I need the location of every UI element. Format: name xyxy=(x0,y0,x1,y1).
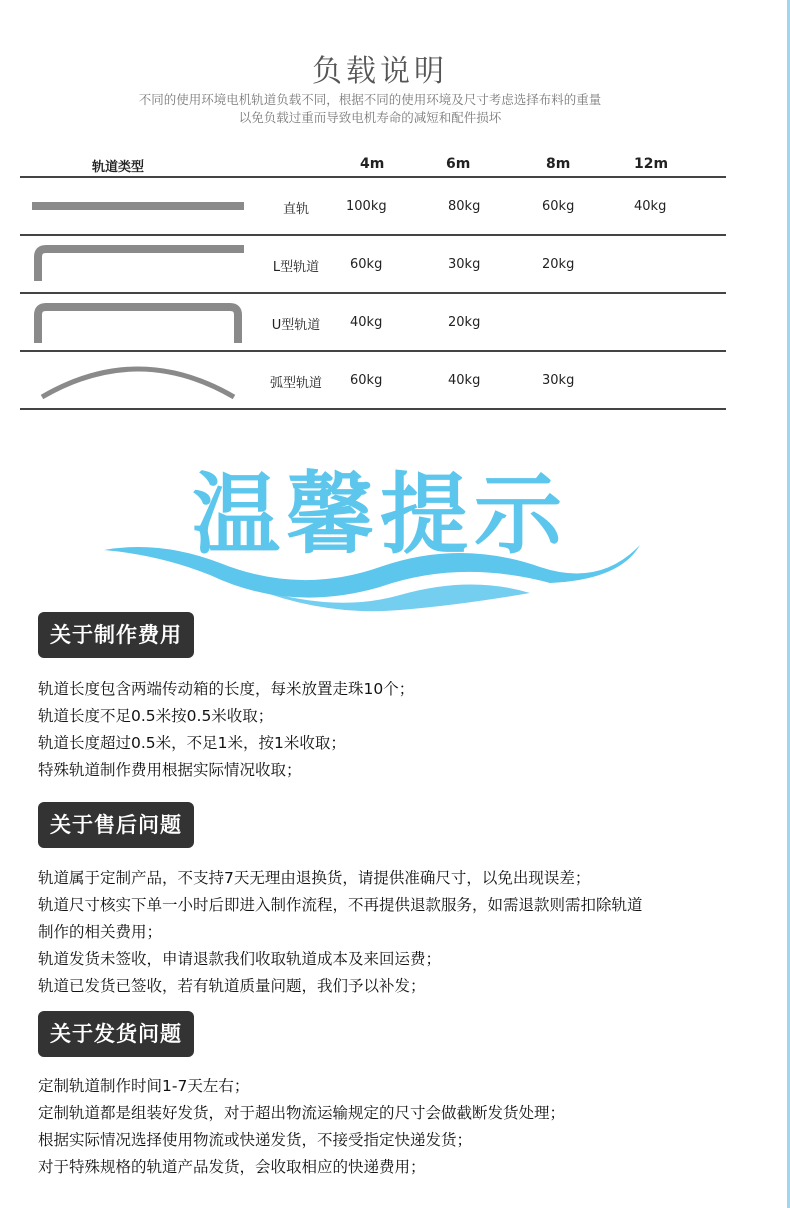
subtitle-line-2: 以免负载过重而导致电机寿命的减短和配件损坏 xyxy=(238,110,502,125)
list-item: 轨道属于定制产品，不支持7天无理由退换货，请提供准确尺寸，以免出现误差； xyxy=(38,869,591,887)
section-heading-shipping: 关于发货问题 xyxy=(38,1011,194,1057)
load-value: 100kg xyxy=(346,199,387,214)
track-name: U型轨道 xyxy=(271,318,321,333)
straight-track-icon xyxy=(28,177,248,235)
section-body-after-sales xyxy=(38,865,768,1000)
load-value: 30kg xyxy=(542,373,575,388)
arc-track-icon xyxy=(28,351,248,409)
list-item: 轨道长度不足0.5米按0.5米收取； xyxy=(38,707,274,725)
length-header-4m: 4m xyxy=(360,156,385,172)
list-item: 定制轨道都是组装好发货，对于超出物流运输规定的尺寸会做截断发货处理； xyxy=(38,1104,566,1122)
length-header-8m: 8m xyxy=(546,156,571,172)
list-item: 轨道尺寸核实下单一小时后即进入制作流程，不再提供退款服务，如需退款则需扣除轨道 xyxy=(38,896,643,914)
warm-tips-banner xyxy=(100,455,660,615)
table-row xyxy=(0,177,790,235)
l-track-icon xyxy=(28,235,248,293)
list-item: 轨道长度超过0.5米，不足1米，按1米收取； xyxy=(38,734,346,752)
list-item: 轨道长度包含两端传动箱的长度，每米放置走珠10个； xyxy=(38,680,415,698)
table-divider xyxy=(20,408,726,410)
page-title: 负载说明 xyxy=(312,54,448,89)
section-body-fees xyxy=(38,676,768,784)
load-value: 40kg xyxy=(634,199,667,214)
load-value: 40kg xyxy=(448,373,481,388)
list-item: 定制轨道制作时间1-7天左右； xyxy=(38,1077,250,1095)
list-item: 特殊轨道制作费用根据实际情况收取； xyxy=(38,761,302,779)
track-name: 弧型轨道 xyxy=(269,376,322,391)
table-row xyxy=(0,235,790,293)
length-header-12m: 12m xyxy=(634,156,669,172)
subtitle-line-1: 不同的使用环境电机轨道负载不同，根据不同的使用环境及尺寸考虑选择布料的重量 xyxy=(138,92,602,107)
track-name: 直轨 xyxy=(282,202,309,217)
track-name: L型轨道 xyxy=(272,260,320,275)
track-type-header: 轨道类型 xyxy=(92,160,145,175)
load-table-header xyxy=(0,150,790,176)
list-item: 制作的相关费用； xyxy=(38,923,163,941)
list-item: 轨道发货未签收，申请退款我们收取轨道成本及来回运费； xyxy=(38,950,442,968)
section-body-shipping xyxy=(38,1073,768,1181)
length-header-6m: 6m xyxy=(446,156,471,172)
load-value: 60kg xyxy=(350,257,383,272)
table-row xyxy=(0,293,790,351)
section-heading-fees: 关于制作费用 xyxy=(38,612,194,658)
banner-text: 温馨提示 xyxy=(191,463,569,566)
load-value: 20kg xyxy=(542,257,575,272)
load-value: 80kg xyxy=(448,199,481,214)
list-item: 根据实际情况选择使用物流或快递发货，不接受指定快递发货； xyxy=(38,1131,473,1149)
table-row xyxy=(0,351,790,409)
list-item: 对于特殊规格的轨道产品发货，会收取相应的快递费用； xyxy=(38,1158,426,1176)
list-item: 轨道已发货已签收，若有轨道质量问题，我们予以补发； xyxy=(38,977,426,995)
u-track-icon xyxy=(28,293,248,351)
load-value: 60kg xyxy=(350,373,383,388)
load-value: 40kg xyxy=(350,315,383,330)
section-heading-after-sales: 关于售后问题 xyxy=(38,802,194,848)
load-value: 20kg xyxy=(448,315,481,330)
load-value: 60kg xyxy=(542,199,575,214)
load-value: 30kg xyxy=(448,257,481,272)
